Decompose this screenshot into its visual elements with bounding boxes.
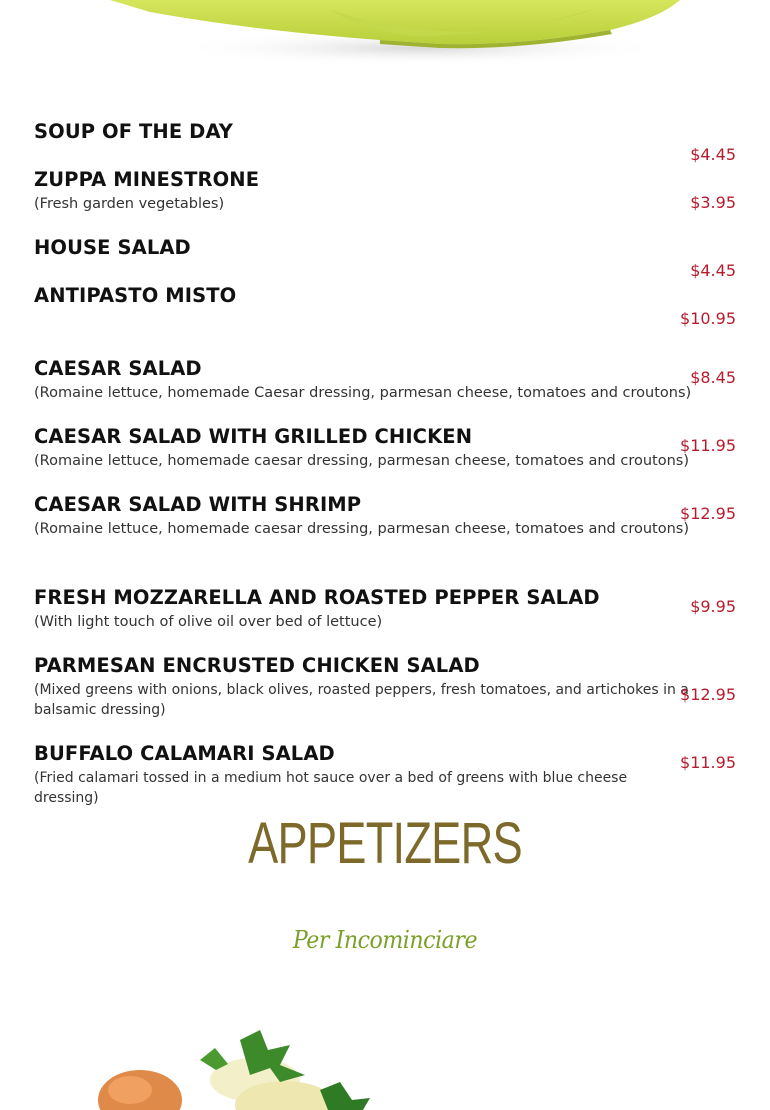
item-price: $12.95: [680, 685, 736, 704]
item-description: (Romaine lettuce, homemade caesar dressing, parmesan cheese, tomatoes and croutons): [34, 453, 689, 469]
item-price: $12.95: [680, 504, 736, 523]
item-name: HOUSE SALAD: [34, 236, 191, 259]
menu-item: [34, 584, 736, 652]
item-name: PARMESAN ENCRUSTED CHICKEN SALAD: [34, 654, 480, 677]
menu-item: [34, 234, 736, 282]
menu-item: [34, 740, 736, 806]
menu-item: [34, 423, 736, 491]
item-description: (Mixed greens with onions, black olives, roasted peppers, fresh tomatoes, and artichokes in a balsamic dressing): [34, 682, 689, 718]
item-price: $4.45: [690, 145, 736, 164]
item-description: (Fried calamari tossed in a medium hot sauce over a bed of greens with blue cheese dressing): [34, 770, 628, 806]
item-price: $11.95: [680, 753, 736, 772]
menu-item: [34, 652, 736, 740]
menu-item: [34, 166, 736, 234]
menu-item: [34, 282, 736, 355]
item-description: (With light touch of olive oil over bed of lettuce): [34, 614, 383, 630]
menu-item: [34, 491, 736, 584]
item-name: ZUPPA MINESTRONE: [34, 168, 260, 191]
section-subtitle: Per Incominciare: [292, 926, 478, 954]
appetizer-food-image: [90, 1020, 390, 1110]
item-price: $9.95: [690, 597, 736, 616]
menu-item: [34, 355, 736, 423]
item-price: $10.95: [680, 309, 736, 328]
item-name: CAESAR SALAD WITH GRILLED CHICKEN: [34, 425, 473, 448]
item-name: FRESH MOZZARELLA AND ROASTED PEPPER SALAD: [34, 586, 600, 609]
green-plate-image: [0, 0, 770, 80]
item-price: $3.95: [690, 193, 736, 212]
section-title: APPETIZERS: [248, 811, 522, 876]
item-price: $8.45: [690, 368, 736, 387]
item-name: BUFFALO CALAMARI SALAD: [34, 742, 335, 765]
item-name: ANTIPASTO MISTO: [34, 284, 237, 307]
menu-list: [34, 118, 736, 806]
menu-item: [34, 118, 736, 166]
item-description: (Romaine lettuce, homemade caesar dressing, parmesan cheese, tomatoes and croutons): [34, 521, 689, 537]
item-name: CAESAR SALAD WITH SHRIMP: [34, 493, 362, 516]
item-name: CAESAR SALAD: [34, 357, 202, 380]
item-price: $4.45: [690, 261, 736, 280]
item-description: (Fresh garden vegetables): [34, 196, 225, 212]
item-price: $11.95: [680, 436, 736, 455]
item-description: (Romaine lettuce, homemade Caesar dressing, parmesan cheese, tomatoes and croutons): [34, 385, 692, 401]
item-name: SOUP OF THE DAY: [34, 120, 233, 143]
